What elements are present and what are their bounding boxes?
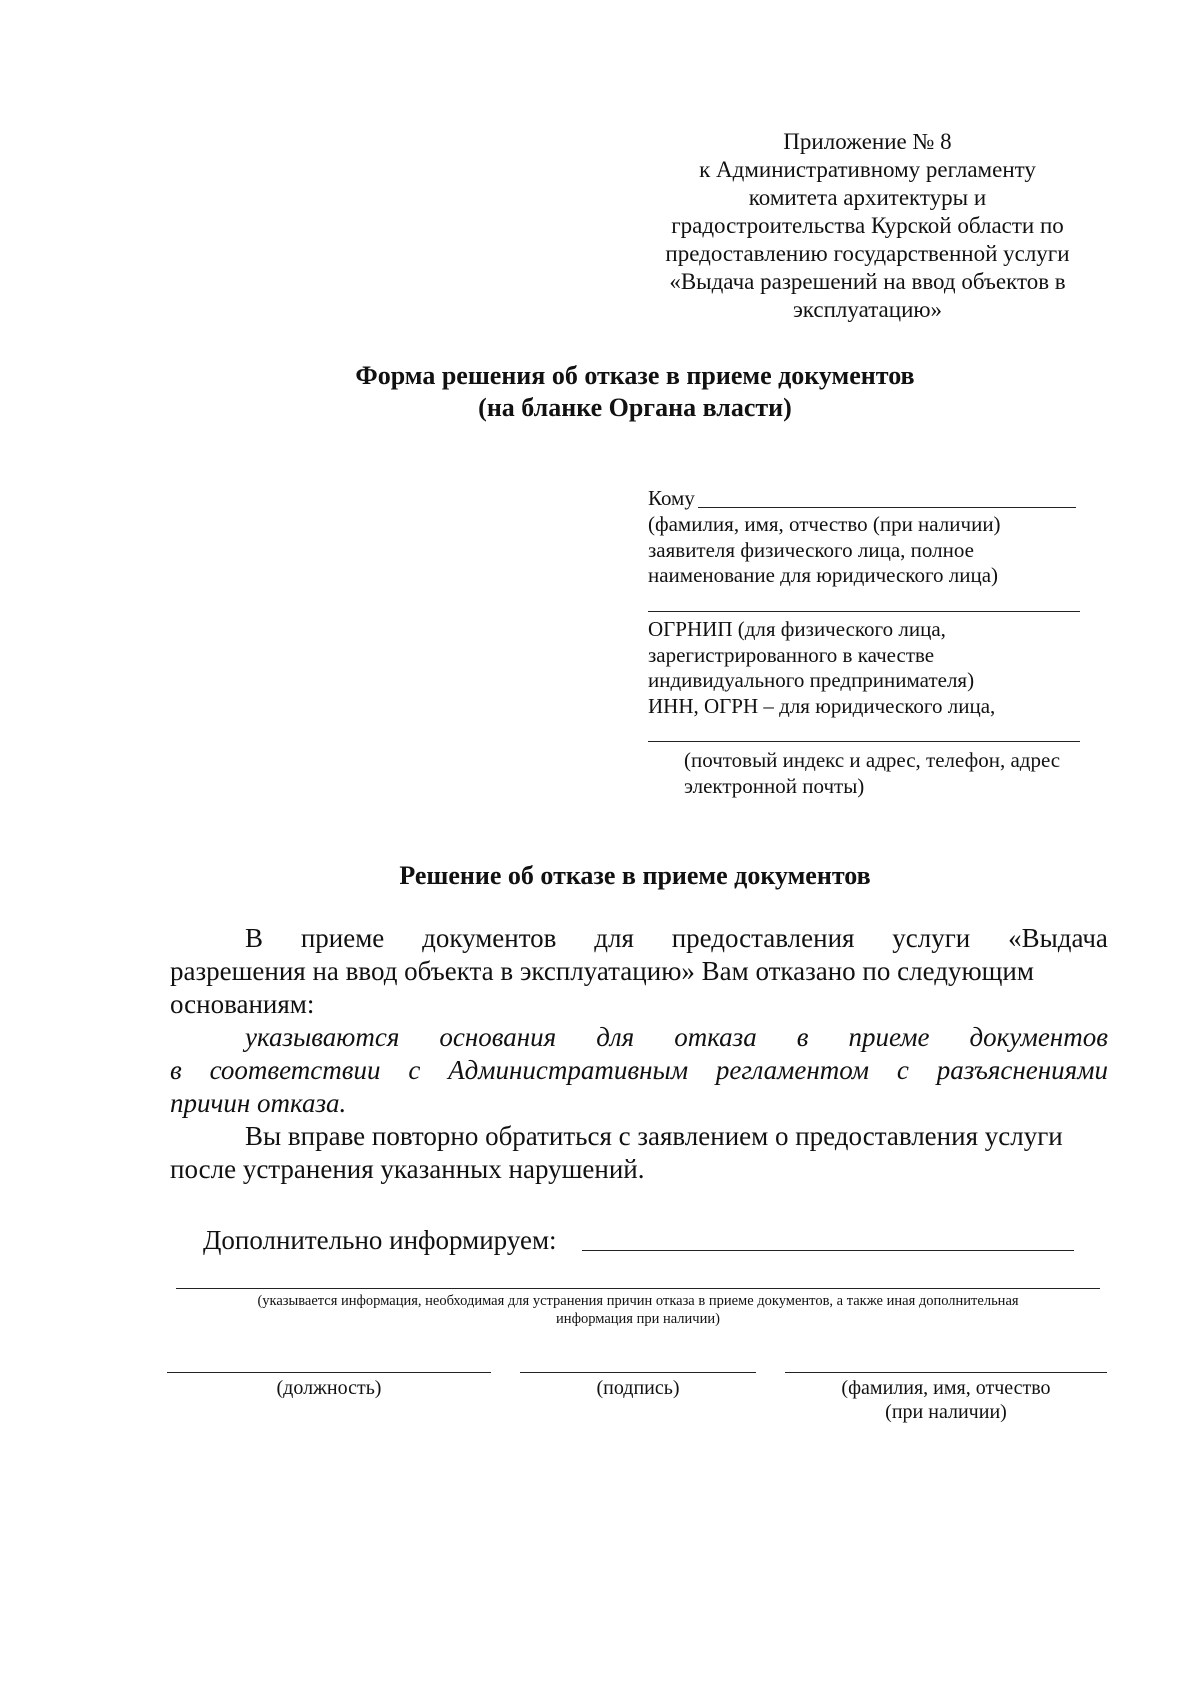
decision-reasons bbox=[170, 1021, 1108, 1120]
para3-line1: Вы вправе повторно обратиться с заявлением о предоставления услуги bbox=[245, 1121, 1063, 1151]
word: приеме bbox=[848, 1022, 930, 1052]
hint-line: (почтовый индекс и адрес, телефон, адрес bbox=[684, 748, 1061, 772]
recipient-name-line[interactable] bbox=[698, 507, 1076, 508]
word: отказа bbox=[674, 1022, 757, 1052]
word: документов bbox=[969, 1022, 1108, 1052]
hint-line: (указывается информация, необходимая для устранения причин отказа в приеме документов, а также иная дополнительная bbox=[257, 1293, 1019, 1309]
caption-line: (при наличии) bbox=[885, 1401, 1007, 1423]
hint-line: зарегистрированного в качестве bbox=[648, 642, 935, 667]
full-name-caption bbox=[785, 1376, 1107, 1424]
hint-line: (фамилия, имя, отчество (при наличии) bbox=[648, 512, 1001, 536]
hint-line: информация при наличии) bbox=[556, 1311, 720, 1327]
word: «Выдача bbox=[1008, 923, 1108, 953]
word: разъяснениями bbox=[936, 1055, 1108, 1085]
hint-line: электронной почты) bbox=[684, 773, 865, 798]
word: документов bbox=[422, 923, 557, 953]
appendix-line: эксплуатацию» bbox=[792, 297, 943, 322]
word: предоставления bbox=[671, 923, 855, 953]
recipient-address-hint bbox=[684, 748, 1060, 799]
word: соответствии bbox=[209, 1055, 381, 1085]
appendix-line: комитета архитектуры и bbox=[748, 185, 987, 210]
form-title bbox=[160, 360, 1110, 424]
decision-paragraph-3 bbox=[170, 1120, 1108, 1186]
word: в bbox=[796, 1022, 809, 1052]
para1-line3: основаниям: bbox=[170, 989, 315, 1019]
word: в bbox=[170, 1055, 182, 1085]
additional-info-line-2[interactable] bbox=[176, 1288, 1100, 1289]
appendix-line: градостроительства Курской области по bbox=[671, 213, 1064, 238]
word: основания bbox=[439, 1022, 557, 1052]
hint-line: ОГРНИП (для физического лица, bbox=[648, 617, 946, 641]
word: В bbox=[245, 923, 264, 953]
appendix-line: Приложение № 8 bbox=[783, 129, 952, 154]
reasons-line1 bbox=[170, 1021, 1108, 1054]
appendix-header bbox=[640, 128, 1095, 324]
decision-heading: Решение об отказе в приеме документов bbox=[399, 861, 871, 890]
para3-line2: после устранения указанных нарушений. bbox=[170, 1154, 645, 1184]
appendix-line: предоставлению государственной услуги bbox=[665, 241, 1070, 266]
recipient-name-hint bbox=[648, 512, 1001, 589]
para1-line1 bbox=[170, 922, 1108, 955]
recipient-ogrnip-hint bbox=[648, 617, 995, 719]
position-line[interactable] bbox=[167, 1372, 491, 1373]
form-title-line1: Форма решения об отказе в приеме документов bbox=[355, 361, 915, 390]
additional-info-label: Дополнительно информируем: bbox=[203, 1225, 557, 1255]
word: с bbox=[408, 1055, 421, 1085]
word: Административным bbox=[448, 1055, 689, 1085]
word: регламентом bbox=[715, 1055, 869, 1085]
recipient-address-line[interactable] bbox=[648, 741, 1080, 742]
para1-line2: разрешения на ввод объекта в эксплуатацию» Вам отказано по следующим bbox=[170, 956, 1034, 986]
additional-info-line[interactable] bbox=[582, 1250, 1074, 1251]
appendix-line: «Выдача разрешений на ввод объектов в bbox=[669, 269, 1066, 294]
signature-caption: (подпись) bbox=[596, 1377, 680, 1399]
hint-line: наименование для юридического лица) bbox=[648, 563, 999, 587]
full-name-line[interactable] bbox=[785, 1372, 1107, 1373]
reasons-line3: причин отказа. bbox=[170, 1088, 347, 1118]
hint-line: ИНН, ОГРН – для юридического лица, bbox=[648, 693, 996, 718]
word: с bbox=[896, 1055, 909, 1085]
decision-paragraph-1 bbox=[170, 922, 1108, 1021]
reasons-line2 bbox=[170, 1054, 1108, 1087]
position-caption: (должность) bbox=[276, 1377, 382, 1399]
word: приеме bbox=[300, 923, 385, 953]
word: указываются bbox=[245, 1022, 400, 1052]
form-title-line2: (на бланке Органа власти) bbox=[478, 393, 792, 422]
caption-line: (фамилия, имя, отчество bbox=[841, 1377, 1051, 1399]
word: услуги bbox=[892, 923, 971, 953]
word: для bbox=[596, 1022, 635, 1052]
appendix-line: к Административному регламенту bbox=[699, 157, 1036, 182]
word: для bbox=[594, 923, 634, 953]
additional-info-hint bbox=[176, 1292, 1100, 1328]
recipient-ogrnip-line[interactable] bbox=[648, 611, 1080, 612]
recipient-to-label: Кому bbox=[648, 486, 695, 510]
hint-line: индивидуального предпринимателя) bbox=[648, 668, 975, 692]
signature-line[interactable] bbox=[520, 1372, 756, 1373]
hint-line: заявителя физического лица, полное bbox=[648, 537, 974, 562]
